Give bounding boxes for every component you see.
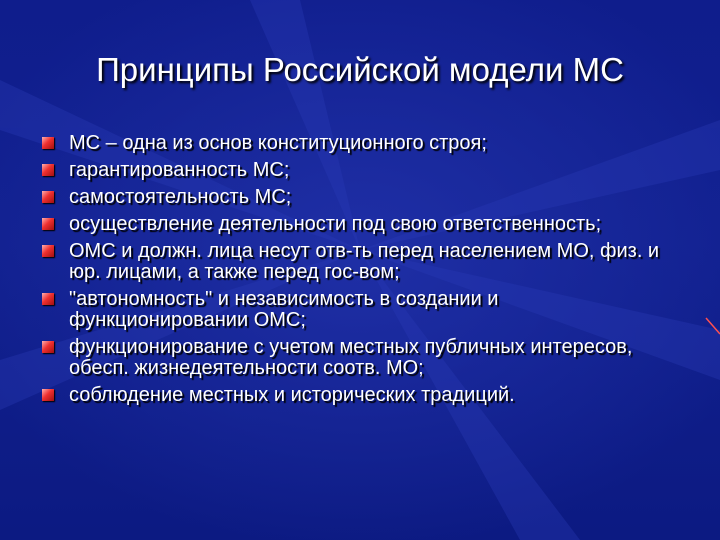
red-square-bullet-icon — [42, 137, 54, 149]
bullet-item — [42, 214, 682, 235]
red-square-bullet-icon — [42, 389, 54, 401]
slide-title: Принципы Российской модели МС — [96, 51, 624, 88]
bullet-item — [42, 133, 682, 154]
bullet-text: гарантированность МС; — [69, 159, 290, 181]
bullet-text: ОМС и должн. лица несут отв-ть перед населением МО, физ. и юр. лицами, а также перед гос-вом; — [69, 240, 660, 283]
bullet-list — [42, 133, 682, 412]
red-square-bullet-icon — [42, 164, 54, 176]
bullet-text: МС – одна из основ конституционного строя; — [69, 132, 487, 154]
red-square-bullet-icon — [42, 245, 54, 257]
bullet-item — [42, 241, 682, 283]
bullet-text: функционирование с учетом местных публичных интересов, обесп. жизнедеятельности соотв. МО; — [69, 336, 633, 379]
bullet-item — [42, 337, 682, 379]
red-square-bullet-icon — [42, 191, 54, 203]
bullet-text: самостоятельность МС; — [69, 186, 292, 208]
bullet-text: соблюдение местных и исторических традиций. — [69, 384, 515, 406]
red-square-bullet-icon — [42, 341, 54, 353]
bullet-text: осуществление деятельности под свою ответственность; — [69, 213, 602, 235]
bullet-item — [42, 289, 682, 331]
bullet-text: "автономность" и независимость в создании и функционировании ОМС; — [69, 288, 499, 331]
bullet-item — [42, 187, 682, 208]
red-square-bullet-icon — [42, 293, 54, 305]
bullet-item — [42, 160, 682, 181]
red-square-bullet-icon — [42, 218, 54, 230]
bullet-item — [42, 385, 682, 406]
